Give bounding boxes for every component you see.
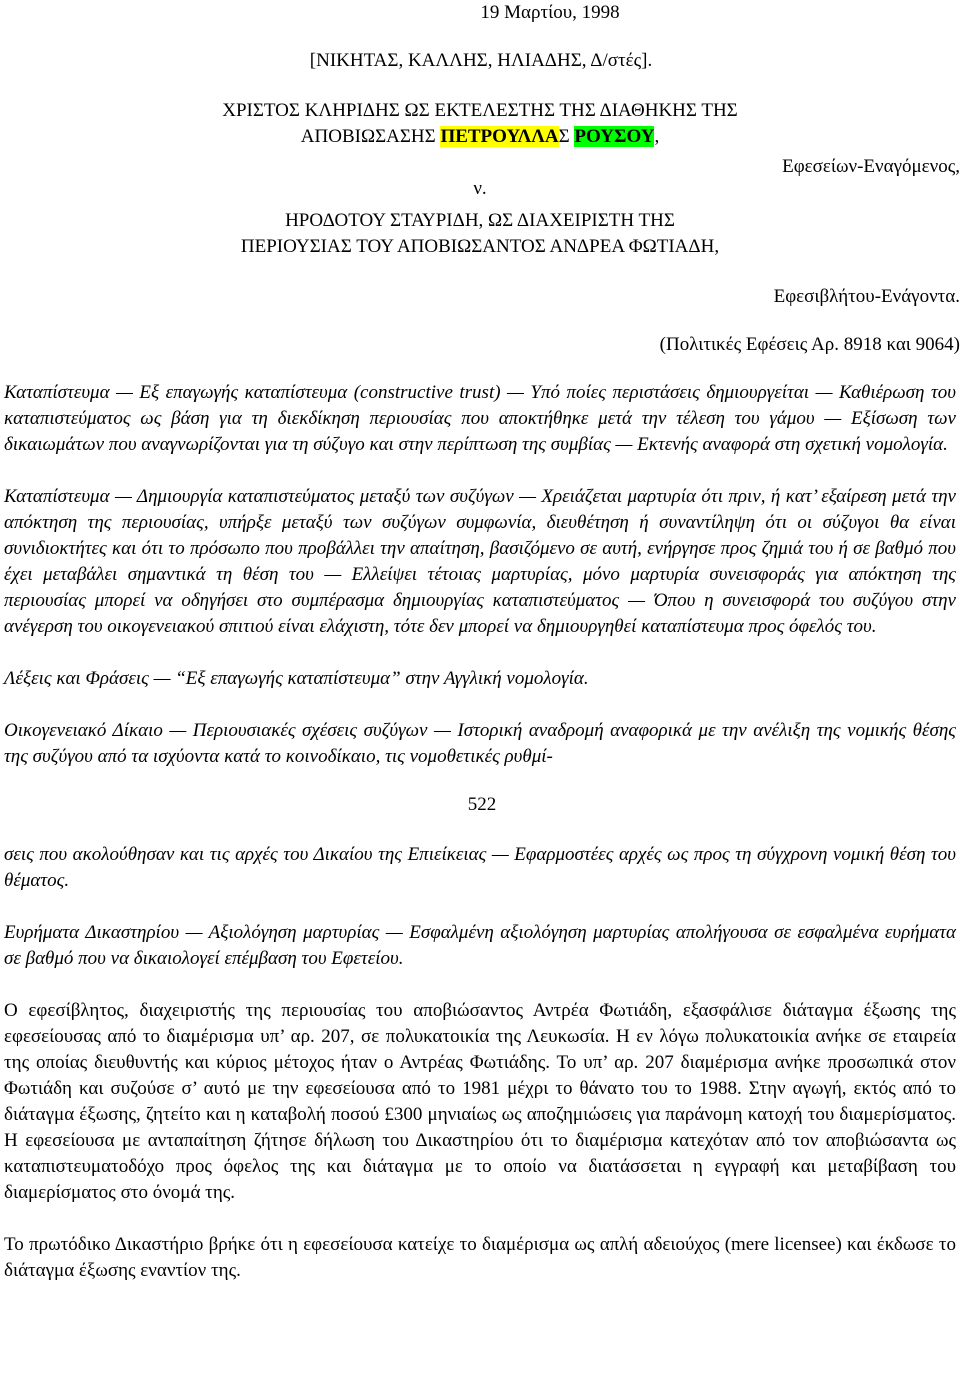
headnote-6: Ευρήματα Δικαστηρίου — Αξιολόγηση μαρτυρίας — Εσφαλμένη αξιολόγηση μαρτυρίας απολήγουσα σε εσφαλμένα ευρήματα σε βαθμό που να δικαιολογεί επέμβαση του Εφετείου. — [4, 922, 956, 969]
page-number: 522 — [467, 794, 497, 815]
highlight-yellow-suffix: Σ — [558, 126, 575, 147]
highlight-green-surname: ΡΟΥΣΟΥ — [574, 126, 655, 147]
headnote-1: Καταπίστευμα — Εξ επαγωγής καταπίστευμα (constructive trust) — Υπό ποίες περιστάσεις δημιουργείται — Καθιέρωση του καταπιστεύματος ως βάση για τη διεκδίκηση περιουσίας που αποκτήθηκε μετά την τέλεση του γάμου — Εξίσωση των δικαιωμάτων που αναγνωρίζονται για τη σύζυγο και στην περίπτωση της συμβίας — Εκτενής αναφορά στη σχετική νομολογία. — [4, 382, 956, 455]
headnote-2: Καταπίστευμα — Δημιουργία καταπιστεύματος μεταξύ των συζύγων — Χρειάζεται μαρτυρία ότι πριν, ή κατ’ εξαίρεση μετά την απόκτηση της περιουσίας, υπήρξε μεταξύ των συζύγων συμφωνία, διευθέτηση ή συναντίληψη ότι οι σύζυγοι θα είναι συνιδιοκτήτες και ότι το πρόσωπο που προβάλλει την απαίτηση, βασιζόμενο σε αυτή, ενήργησε προς ζημιά του ή σε βαθμό που έχει μεταβάλει σημαντικά τη θέση του — Ελλείψει τέτοιας μαρτυρίας, μόνο μαρτυρία συνεισφοράς για απόκτηση της περιουσίας μπορεί να οδηγήσει στο συμπέρασμα δημιουργίας καταπιστεύματος — Όπου η συνεισφορά του συζύγου στην ανέγερση του οικογενειακού σπιτιού είναι ελάχιστη, τότε δεν μπορεί να δημιουργηθεί καταπίστευμα προς όφελός του. — [4, 486, 956, 637]
respondent-role: Εφεσιβλήτου-Ενάγοντα. — [773, 286, 960, 307]
document-page — [4, 0, 960, 1284]
respondent-line-1: ΗΡΟΔΟΤΟΥ ΣΤΑΥΡΙΔΗ, ΩΣ ΔΙΑΧΕΙΡΙΣΤΗ ΤΗΣ — [285, 210, 675, 231]
judges-line: [ΝΙΚΗΤΑΣ, ΚΑΛΛΗΣ, ΗΛΙΑΔΗΣ, Δ/στές]. — [309, 50, 653, 71]
respondent-line-2: ΠΕΡΙΟΥΣΙΑΣ ΤΟΥ ΑΠΟΒΙΩΣΑΝΤΟΣ ΑΝΔΡΕΑ ΦΩΤΙΑΔΗ, — [240, 236, 720, 257]
body-paragraph-1: Ο εφεσίβλητος, διαχειριστής της περιουσίας του αποβιώσαντος Αντρέα Φωτιάδη, εξασφάλισε διάταγμα έξωσης της εφεσείουσας από το διαμέρισμα υπ’ αρ. 207, σε πολυκατοικία της Λευκωσία. Η εν λόγω πολυκατοικία ανήκε σε εταιρεία της οποίας διευθυντής και κύριος μέτοχος ήταν ο Αντρέας Φωτιάδης. Το υπ’ αρ. 207 διαμέρισμα ανήκε προσωπικά στον Φωτιάδη και συζούσε σ’ αυτό με την εφεσείουσα από το 1981 μέχρι το θάνατο του το 1988. Στην αγωγή, εκτός από το διάταγμα έξωσης, ζητείτο και η καταβολή ποσού £300 μηνιαίως ως αποζημιώσεις για παράνομη κατοχή του διαμερίσματος. Η εφεσείουσα με ανταπαίτηση ζήτησε δήλωση του Δικαστηρίου ότι το διαμέρισμα κατεχόταν από τον αποβιώσαντα ως καταπιστευματοδόχο προς όφελος της και διάταγμα με το οποίο να διατάσσεται η εγγραφή και μεταβίβαση του διαμερίσματος στο όνομά της. — [4, 1000, 956, 1203]
judgment-date: 19 Μαρτίου, 1998 — [480, 2, 620, 23]
appellant-line-2-suffix: , — [654, 126, 660, 147]
appellant-line-2-prefix: ΑΠΟΒΙΩΣΑΣΗΣ — [300, 126, 441, 147]
headnote-4: Οικογενειακό Δίκαιο — Περιουσιακές σχέσεις συζύγων — Ιστορική αναδρομή αναφορικά με την ανέλιξη της νομικής θέσης της συζύγου από τα ισχύοντα κατά το κοινοδίκαιο, τις νομοθετικές ρυθμί- — [4, 720, 956, 767]
appellant-role-row — [4, 154, 960, 202]
body-paragraph-2: Το πρωτόδικο Δικαστήριο βρήκε ότι η εφεσείουσα κατείχε το διαμέρισμα ως απλή αδειούχος (mere licensee) και έκδωσε το διάταγμα έξωσης εναντίον της. — [4, 1234, 956, 1281]
case-reference: (Πολιτικές Εφέσεις Αρ. 8918 και 9064) — [659, 334, 960, 355]
respondent-name — [4, 208, 956, 260]
appellant-line-1: ΧΡΙΣΤΟΣ ΚΛΗΡΙΔΗΣ ΩΣ ΕΚΤΕΛΕΣΤΗΣ ΤΗΣ ΔΙΑΘΗΚΗΣ ΤΗΣ — [222, 100, 738, 121]
appellant-name — [4, 98, 956, 150]
versus: ν. — [473, 178, 487, 199]
headnote-3: Λέξεις και Φράσεις — “Εξ επαγωγής καταπίστευμα” στην Αγγλική νομολογία. — [4, 668, 589, 689]
headnote-5: σεις που ακολούθησαν και τις αρχές του Δικαίου της Επιείκειας — Εφαρμοστέες αρχές ως προς τη σύγχρονη νομική θέση του θέματος. — [4, 844, 956, 891]
appellant-line-2 — [4, 124, 956, 150]
appellant-role: Εφεσείων-Εναγόμενος, — [782, 156, 960, 177]
highlight-yellow-name: ΠΕΤΡΟΥΛΛΑ — [440, 126, 559, 147]
